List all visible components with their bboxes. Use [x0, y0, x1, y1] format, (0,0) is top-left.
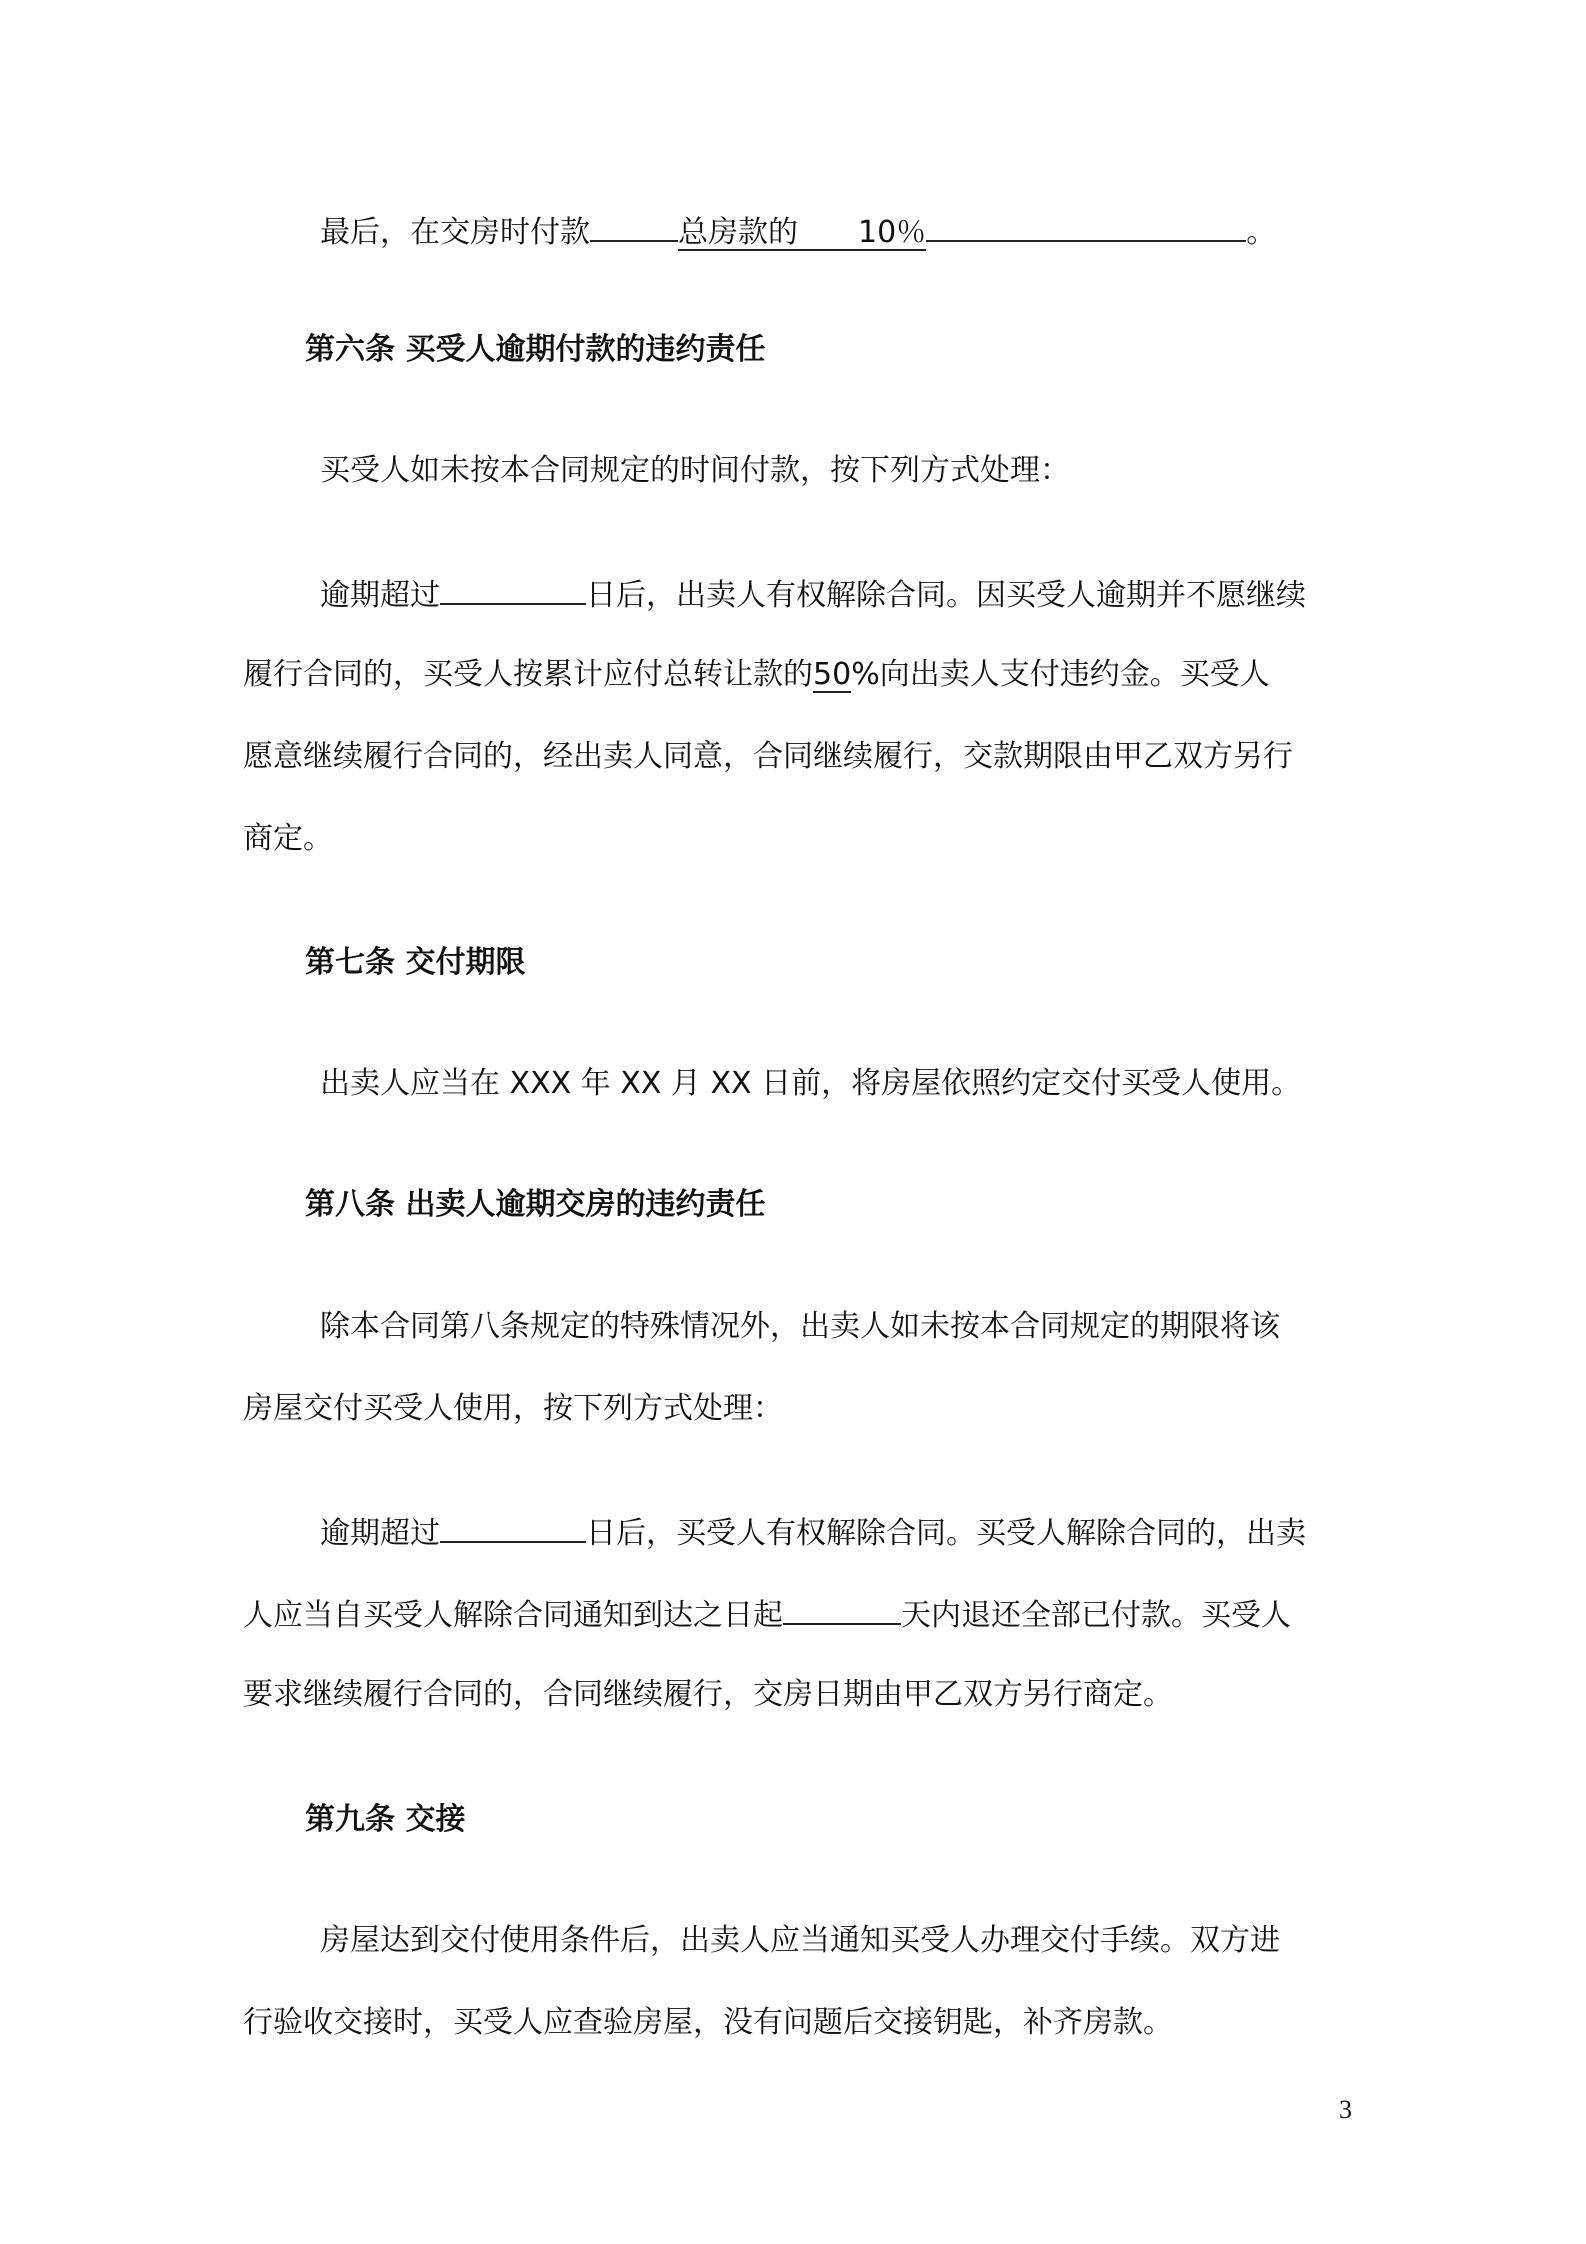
final-payment-suffix: 。 [1246, 215, 1277, 250]
article6-title: 第六条 买受人逾期付款的违约责任 [305, 332, 766, 367]
article9-title: 第九条 交接 [305, 1802, 466, 1837]
article8-intro-line1: 除本合同第八条规定的特殊情况外，出卖人如未按本合同规定的期限将该 [320, 1309, 1280, 1344]
article6-para-line4: 商定。 [243, 821, 333, 856]
article7-title: 第七条 交付期限 [305, 945, 526, 980]
final-payment-line [320, 210, 1276, 253]
blank-field [926, 210, 1246, 242]
article8-title: 第八条 出卖人逾期交房的违约责任 [305, 1187, 766, 1222]
blank-field [440, 1511, 586, 1543]
article6-p1-b: 日后，出卖人有权解除合同。因买受人逾期并不愿继续 [586, 578, 1306, 613]
article8-p1-a: 逾期超过 [320, 1516, 440, 1551]
final-payment-filled: 总房款的 10％ [678, 215, 927, 250]
article7-body: 出卖人应当在 XXX 年 XX 月 XX 日前，将房屋依照约定交付买受人使用。 [320, 1066, 1302, 1101]
article6-penalty-percent: 50 [813, 657, 852, 692]
article8-para-line1 [320, 1511, 1306, 1554]
blank-field [590, 210, 678, 242]
article6-para-line2 [243, 655, 1270, 695]
final-payment-prefix: 最后，在交房时付款 [320, 215, 590, 250]
article6-para-line3: 愿意继续履行合同的，经出卖人同意，合同继续履行，交款期限由甲乙双方另行 [243, 739, 1293, 774]
article6-p1-a: 逾期超过 [320, 578, 440, 613]
article6-p2-a: 履行合同的，买受人按累计应付总转让款的 [243, 657, 813, 692]
article8-para-line2 [243, 1593, 1291, 1636]
article6-intro: 买受人如未按本合同规定的时间付款，按下列方式处理： [320, 453, 1070, 488]
page-number: 3 [1339, 2095, 1352, 2124]
article8-p2-b: 天内退还全部已付款。买受人 [901, 1598, 1291, 1633]
article9-para-line1: 房屋达到交付使用条件后，出卖人应当通知买受人办理交付手续。双方进 [320, 1923, 1280, 1958]
article8-p1-b: 日后，买受人有权解除合同。买受人解除合同的，出卖 [586, 1516, 1306, 1551]
article6-p2-b: %向出卖人支付违约金。买受人 [851, 657, 1270, 692]
article8-p2-a: 人应当自买受人解除合同通知到达之日起 [243, 1598, 783, 1633]
article8-intro-line2: 房屋交付买受人使用，按下列方式处理： [243, 1391, 783, 1426]
blank-field [783, 1593, 901, 1625]
article8-para-line3: 要求继续履行合同的，合同继续履行，交房日期由甲乙双方另行商定。 [243, 1677, 1173, 1712]
article6-para-line1 [320, 573, 1306, 616]
article9-para-line2: 行验收交接时，买受人应查验房屋，没有问题后交接钥匙，补齐房款。 [243, 2005, 1173, 2040]
blank-field [440, 573, 586, 605]
